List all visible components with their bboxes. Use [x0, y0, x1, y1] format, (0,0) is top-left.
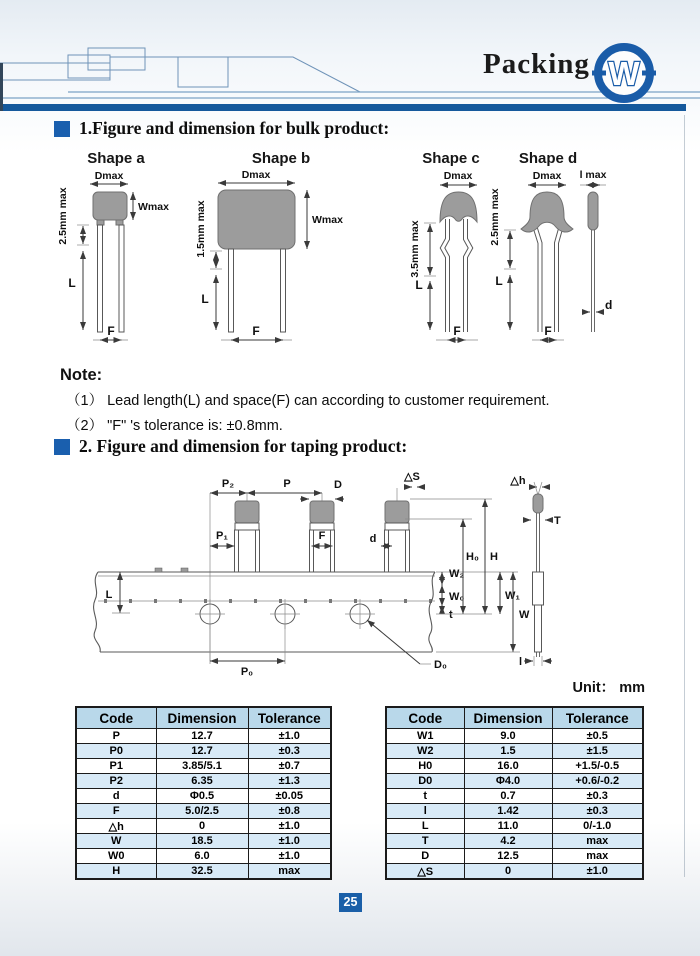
- table-row: △S 0 ±1.0: [386, 864, 643, 880]
- note-item-2: （2） "F" 's tolerance is: ±0.8mm.: [66, 418, 283, 434]
- shape-d-drawing: [488, 169, 663, 349]
- shape-a-wmax-label: Wmax: [138, 201, 169, 213]
- label-w: W: [519, 609, 530, 621]
- col-header: Dimension: [156, 707, 248, 729]
- shape-a-dmax-label: Dmax: [94, 170, 124, 182]
- note-title: Note:: [60, 366, 103, 384]
- sprocket-hole: [270, 599, 300, 629]
- shape-a-drawing: [56, 169, 196, 349]
- section-bullet-icon: [54, 439, 70, 455]
- shape-c-space-label: F: [453, 324, 461, 338]
- figure-shape-d: [488, 150, 663, 354]
- label-d-lead: d: [369, 533, 377, 545]
- note-block: [60, 366, 640, 435]
- table-row: P2 6.35 ±1.3: [76, 774, 331, 789]
- section1-title: 1.Figure and dimension for bulk product:: [79, 118, 390, 138]
- bulk-shapes-row: [0, 150, 700, 370]
- table-row: P 12.7 ±1.0: [76, 729, 331, 744]
- figure-shape-b: [196, 150, 396, 354]
- label-p0: P₀: [240, 666, 254, 678]
- label-delta-h: △h: [510, 475, 526, 487]
- shape-d-lead-label: L: [495, 274, 503, 288]
- table-row: △h 0 ±1.0: [76, 819, 331, 834]
- section-bullet-icon: [54, 121, 70, 137]
- label-l-protrusion: l: [518, 656, 522, 668]
- label-l-lead: L: [105, 589, 113, 601]
- shape-b-space-label: F: [252, 324, 260, 338]
- shape-b-drawing: [196, 169, 396, 349]
- shape-a-space-label: F: [107, 324, 115, 338]
- shape-c-lead-label: L: [415, 278, 423, 292]
- company-logo: [591, 40, 657, 106]
- shape-c-title: Shape c: [422, 150, 480, 167]
- shape-d-dmax-label: Dmax: [532, 170, 562, 182]
- shape-b-wmax-label: Wmax: [312, 214, 343, 226]
- label-p1: P₁: [216, 530, 228, 542]
- col-header: Dimension: [464, 707, 552, 729]
- shape-c-dmax-label: Dmax: [443, 170, 473, 182]
- taped-capacitor: [385, 488, 410, 572]
- table-row: t 0.7 ±0.3: [386, 789, 643, 804]
- label-delta-s: △S: [404, 471, 420, 483]
- page-title: Packing: [483, 48, 590, 80]
- col-header: Code: [386, 707, 464, 729]
- taped-capacitor: [235, 493, 260, 572]
- shape-a-title: Shape a: [87, 150, 145, 167]
- col-header: Tolerance: [248, 707, 331, 729]
- section1-heading: [54, 118, 389, 139]
- label-p: P: [283, 478, 291, 490]
- shape-b-lead-label: L: [201, 292, 209, 306]
- shape-d-crimp-label: 2.5mm max: [489, 188, 501, 246]
- sprocket-hole: [195, 599, 225, 629]
- dimension-table-right: [385, 706, 644, 880]
- section2-heading: [54, 436, 407, 457]
- shape-a-crimp-label: 2.5mm max: [57, 187, 69, 245]
- table-row: T 4.2 max: [386, 834, 643, 849]
- table-row: D 12.5 max: [386, 849, 643, 864]
- shape-a-lead-label: L: [68, 276, 76, 290]
- shape-c-crimp-label: 3.5mm max: [409, 220, 421, 278]
- table-row: D0 Φ4.0 +0.6/-0.2: [386, 774, 643, 789]
- label-h: H: [490, 551, 498, 563]
- figure-shape-a: [56, 150, 196, 354]
- table-row: H 32.5 max: [76, 864, 331, 880]
- label-w1: W₁: [505, 590, 520, 602]
- table-row: W0 6.0 ±1.0: [76, 849, 331, 864]
- label-d0: D₀: [434, 659, 447, 671]
- unit-label: Unit： mm: [572, 680, 645, 696]
- table-row: W1 9.0 ±0.5: [386, 729, 643, 744]
- table-row: W 18.5 ±1.0: [76, 834, 331, 849]
- label-h0: H₀: [466, 551, 479, 563]
- logo-letter: W: [608, 55, 640, 92]
- label-f: F: [318, 530, 326, 542]
- table-row: P0 12.7 ±0.3: [76, 744, 331, 759]
- taping-diagram: [60, 468, 640, 683]
- shape-d-dia-label: d: [605, 298, 613, 312]
- table-header-row: [386, 707, 643, 729]
- label-t-thick: T: [554, 515, 561, 527]
- label-w0: W₀: [449, 591, 465, 603]
- page-number-badge: 25: [339, 893, 362, 912]
- table-header-row: [76, 707, 331, 729]
- table-row: d Φ0.5 ±0.05: [76, 789, 331, 804]
- sprocket-hole: [345, 599, 375, 629]
- table-row: F 5.0/2.5 ±0.8: [76, 804, 331, 819]
- shape-d-lmax-label: l max: [579, 169, 607, 181]
- shape-b-title: Shape b: [251, 150, 311, 167]
- shape-d-title: Shape d: [518, 150, 578, 167]
- table-row: W2 1.5 ±1.5: [386, 744, 643, 759]
- col-header: Code: [76, 707, 156, 729]
- shape-b-dmax-label: Dmax: [241, 169, 271, 181]
- col-header: Tolerance: [552, 707, 643, 729]
- section2-title: 2. Figure and dimension for taping product:: [79, 436, 408, 456]
- note-item-1: （1） Lead length(L) and space(F) can according to customer requirement.: [66, 393, 550, 409]
- shape-d-space-label: F: [544, 324, 552, 338]
- table-row: l 1.42 ±0.3: [386, 804, 643, 819]
- shape-b-crimp-label: 1.5mm max: [196, 200, 207, 258]
- label-p2: P₂: [221, 478, 235, 490]
- label-t: t: [449, 609, 453, 621]
- dimension-table-left: [75, 706, 332, 880]
- page-margin-rule: [684, 115, 685, 877]
- table-row: P1 3.85/5.1 ±0.7: [76, 759, 331, 774]
- table-row: H0 16.0 +1.5/-0.5: [386, 759, 643, 774]
- label-d-body: D: [334, 479, 342, 491]
- table-row: L 11.0 0/-1.0: [386, 819, 643, 834]
- label-w2: W₂: [449, 568, 465, 580]
